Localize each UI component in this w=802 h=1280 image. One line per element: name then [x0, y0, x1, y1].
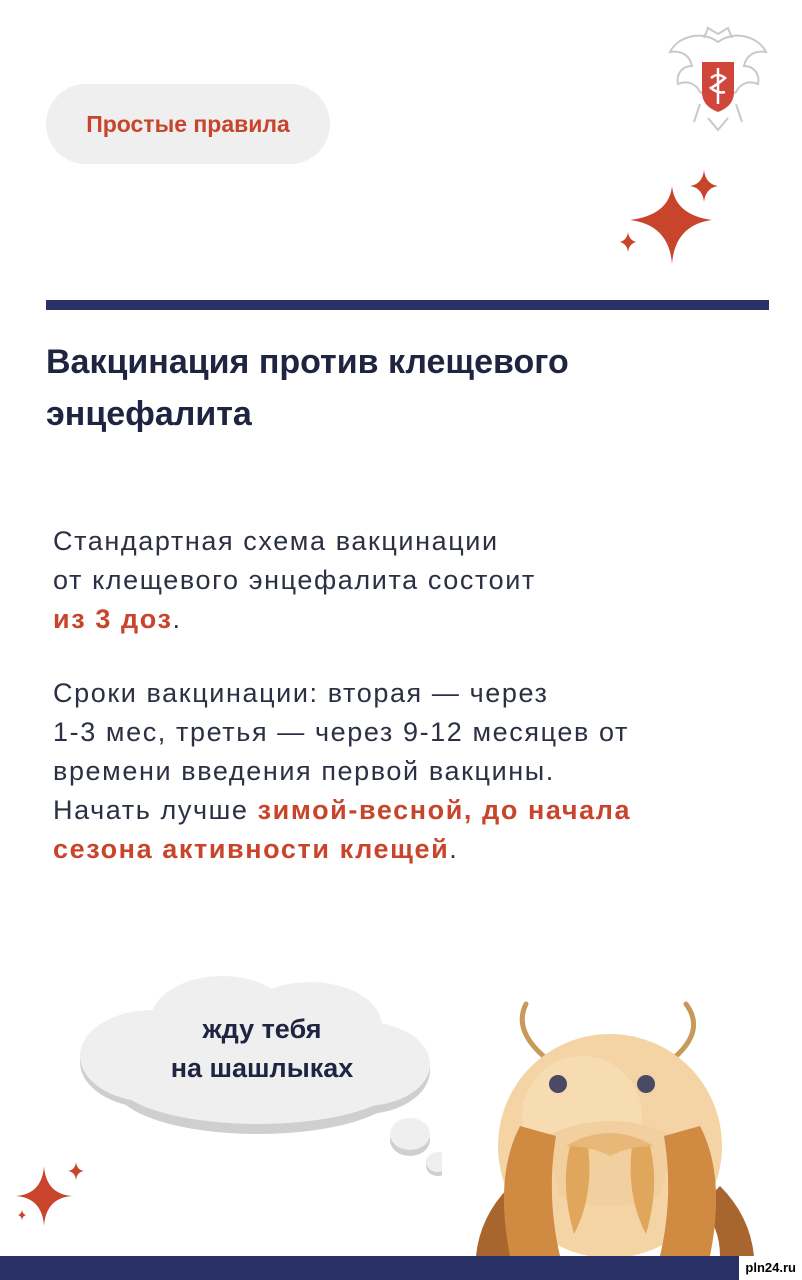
section-tag: [46, 84, 330, 164]
paragraph2-period: .: [449, 834, 459, 864]
page-title-line1: Вакцинация против клещевого: [46, 343, 569, 381]
timing-paragraph: [53, 674, 753, 869]
paragraph2-line3: времени введения первой вакцины.: [53, 756, 555, 786]
speech-line1: жду тебя: [202, 1014, 322, 1044]
tick-character-illustration: [470, 996, 760, 1266]
speech-text: [112, 1010, 412, 1088]
paragraph1-line1: Стандартная схема вакцинации: [53, 526, 499, 556]
paragraph1-line2: от клещевого энцефалита состоит: [53, 565, 536, 595]
season-highlight-a: зимой-весной, до начала: [257, 795, 632, 825]
footer-bar: [0, 1256, 802, 1280]
schedule-paragraph: [53, 522, 753, 639]
page-title-line2: энцефалита: [46, 395, 252, 433]
speech-line2: на шашлыках: [170, 1053, 354, 1083]
dose-count-highlight: из 3 доз: [53, 604, 173, 634]
divider-bar: [46, 300, 769, 310]
paragraph2-line4-start: Начать лучше: [53, 795, 258, 825]
paragraph1-period: .: [172, 604, 182, 634]
sparkle-icon: [14, 1158, 94, 1228]
watermark: pln24.ru: [739, 1256, 802, 1280]
page-title: [46, 336, 746, 440]
ministry-emblem-icon: [664, 22, 772, 134]
section-tag-label: Простые правила: [86, 110, 290, 137]
paragraph2-line2: 1-3 мес, третья — через 9-12 месяцев от: [53, 717, 630, 747]
season-highlight-b: сезона активности клещей: [53, 834, 450, 864]
sparkle-icon: [612, 168, 732, 268]
paragraph2-line1: Сроки вакцинации: вторая — через: [53, 678, 549, 708]
